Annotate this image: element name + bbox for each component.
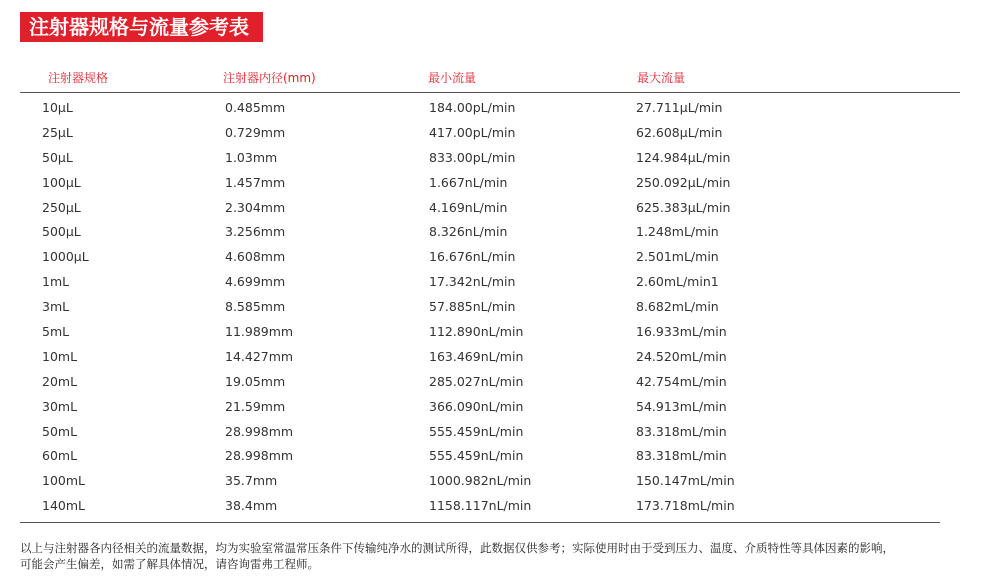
cell-inner-diameter: 28.998mm (225, 448, 294, 464)
cell-inner-diameter: 4.608mm (225, 249, 286, 265)
cell-min-flow: 555.459nL/min (429, 448, 524, 464)
cell-max-flow: 250.092μL/min (636, 174, 731, 190)
footnote-line-2: 可能会产生偏差，如需了解具体情况，请咨询雷弗工程师。 (20, 557, 319, 571)
cell-inner-diameter: 35.7mm (225, 473, 278, 489)
cell-syringe-spec: 10mL (42, 348, 78, 364)
table-row (20, 121, 960, 146)
cell-min-flow: 833.00pL/min (429, 149, 516, 165)
table-row (20, 395, 960, 420)
cell-max-flow: 83.318mL/min (636, 423, 727, 439)
table-row (20, 345, 960, 370)
cell-min-flow: 555.459nL/min (429, 423, 524, 439)
cell-inner-diameter: 21.59mm (225, 398, 286, 414)
page-title: 注射器规格与流量参考表 (20, 12, 263, 42)
cell-syringe-spec: 20mL (42, 373, 78, 389)
cell-min-flow: 4.169nL/min (429, 199, 508, 215)
cell-min-flow: 163.469nL/min (429, 348, 524, 364)
cell-min-flow: 1.667nL/min (429, 174, 508, 190)
footnote (20, 540, 992, 572)
table-body (20, 93, 960, 519)
footer-divider (20, 522, 940, 523)
cell-inner-diameter: 4.699mm (225, 274, 286, 290)
table-row (20, 245, 960, 270)
cell-syringe-spec: 500μL (42, 224, 81, 240)
table-row (20, 370, 960, 395)
header-syringe-spec: 注射器规格 (48, 71, 109, 85)
cell-max-flow: 8.682mL/min (636, 299, 719, 315)
cell-syringe-spec: 1000μL (42, 249, 89, 265)
cell-min-flow: 57.885nL/min (429, 299, 516, 315)
header-min-flow: 最小流量 (428, 71, 477, 85)
cell-min-flow: 285.027nL/min (429, 373, 524, 389)
cell-syringe-spec: 30mL (42, 398, 78, 414)
cell-min-flow: 1000.982nL/min (429, 473, 532, 489)
cell-max-flow: 16.933mL/min (636, 324, 727, 340)
table-row (20, 96, 960, 121)
cell-min-flow: 16.676nL/min (429, 249, 516, 265)
header-inner-diameter: 注射器内径(mm) (223, 71, 316, 85)
cell-syringe-spec: 100μL (42, 174, 81, 190)
cell-inner-diameter: 0.485mm (225, 100, 286, 115)
cell-max-flow: 2.501mL/min (636, 249, 719, 265)
cell-max-flow: 42.754mL/min (636, 373, 727, 389)
table-row (20, 420, 960, 445)
table-row (20, 444, 960, 469)
table-row (20, 494, 960, 519)
cell-inner-diameter: 1.03mm (225, 149, 278, 165)
header-max-flow: 最大流量 (637, 71, 686, 85)
cell-min-flow: 17.342nL/min (429, 274, 516, 290)
cell-min-flow: 1158.117nL/min (429, 498, 532, 514)
cell-max-flow: 54.913mL/min (636, 398, 727, 414)
cell-max-flow: 173.718mL/min (636, 498, 735, 514)
cell-syringe-spec: 140mL (42, 498, 85, 514)
table-row (20, 146, 960, 171)
table-row (20, 320, 960, 345)
cell-inner-diameter: 1.457mm (225, 174, 286, 190)
table-row (20, 295, 960, 320)
cell-max-flow: 24.520mL/min (636, 348, 727, 364)
cell-inner-diameter: 19.05mm (225, 373, 286, 389)
cell-min-flow: 112.890nL/min (429, 324, 524, 340)
cell-inner-diameter: 8.585mm (225, 299, 286, 315)
cell-inner-diameter: 28.998mm (225, 423, 294, 439)
cell-inner-diameter: 3.256mm (225, 224, 286, 240)
cell-syringe-spec: 1mL (42, 274, 70, 290)
cell-max-flow: 83.318mL/min (636, 448, 727, 464)
cell-max-flow: 1.248mL/min (636, 224, 719, 240)
cell-min-flow: 417.00pL/min (429, 124, 516, 140)
cell-syringe-spec: 50μL (42, 149, 73, 165)
table-row (20, 270, 960, 295)
table-row (20, 196, 960, 221)
table-row (20, 469, 960, 494)
cell-inner-diameter: 11.989mm (225, 324, 294, 340)
cell-max-flow: 2.60mL/min1 (636, 274, 719, 290)
cell-inner-diameter: 38.4mm (225, 498, 278, 514)
cell-syringe-spec: 250μL (42, 199, 81, 215)
table-row (20, 171, 960, 196)
spec-table (20, 64, 960, 519)
footnote-line-1: 以上与注射器各内径相关的流量数据，均为实验室常温常压条件下传输纯净水的测试所得，此数据仅供参考；实际使用时由于受到压力、温度、介质特性等具体因素的影响， (20, 541, 894, 555)
cell-max-flow: 150.147mL/min (636, 473, 735, 489)
cell-max-flow: 625.383μL/min (636, 199, 731, 215)
cell-syringe-spec: 50mL (42, 423, 78, 439)
cell-inner-diameter: 2.304mm (225, 199, 286, 215)
cell-inner-diameter: 14.427mm (225, 348, 294, 364)
cell-max-flow: 27.711μL/min (636, 100, 723, 115)
cell-syringe-spec: 5mL (42, 324, 70, 340)
cell-min-flow: 8.326nL/min (429, 224, 508, 240)
cell-syringe-spec: 10μL (42, 100, 73, 115)
cell-syringe-spec: 25μL (42, 124, 73, 140)
cell-inner-diameter: 0.729mm (225, 124, 286, 140)
table-row (20, 220, 960, 245)
cell-syringe-spec: 60mL (42, 448, 78, 464)
table-header-row (20, 64, 960, 93)
cell-min-flow: 366.090nL/min (429, 398, 524, 414)
cell-min-flow: 184.00pL/min (429, 100, 516, 115)
cell-max-flow: 62.608μL/min (636, 124, 723, 140)
cell-syringe-spec: 100mL (42, 473, 85, 489)
cell-syringe-spec: 3mL (42, 299, 70, 315)
cell-max-flow: 124.984μL/min (636, 149, 731, 165)
